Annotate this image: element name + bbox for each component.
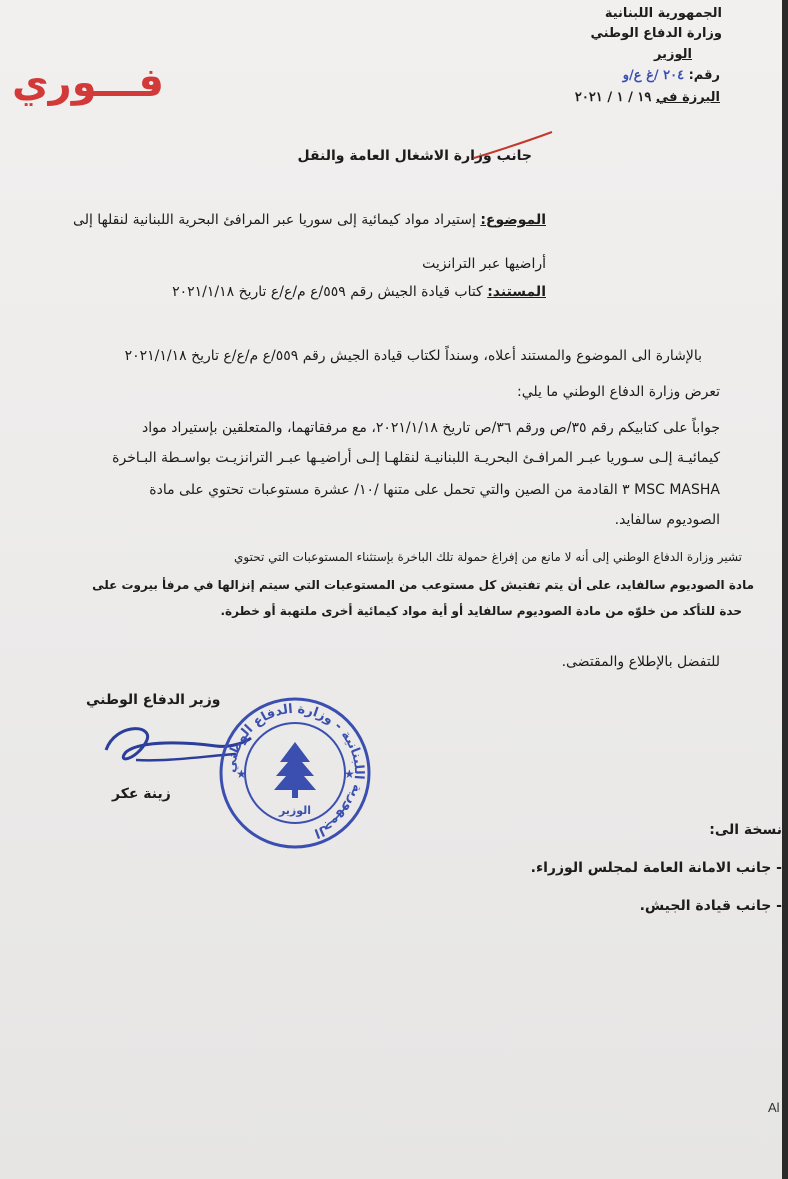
letterhead-minister: الوزير <box>654 47 692 62</box>
date-line <box>575 90 720 105</box>
reference-doc-label: المستند: <box>487 284 546 300</box>
letterhead-country: الجمهورية اللبنانية <box>604 6 722 21</box>
copies-label: نسخة الى: <box>709 822 782 838</box>
paragraph-2-line-2: كيمائيـة إلـى سـوريا عبـر المرافـئ البحريـة اللبنانيـة لنقلهـا إلـى أراضيـها عبـر الترانزيـت بواسـطة البـاخرة <box>112 450 720 466</box>
paragraph-3-line-2: مادة الصوديوم سالفايد، على أن يتم تفتيش كل مستوعب من المستوعبات التي سيتم إنزالها في مرفأ بيروت على <box>92 578 754 592</box>
reference-number: ٢٠٤ /غ ع/و <box>622 68 685 83</box>
reference-label: رقم: <box>688 68 720 83</box>
signatory-name: زينة عكر <box>112 786 171 802</box>
paragraph-3-line-3: حدة للتأكد من خلوّه من مادة الصوديوم سالفايد أو أية مواد كيمائية أخرى ملتهبة أو خطرة. <box>220 604 742 618</box>
paragraph-1-line-2: تعرض وزارة الدفاع الوطني ما يلي: <box>517 384 720 400</box>
addressee: جانب وزارة الاشغال العامة والنقل <box>297 148 532 164</box>
copy-recipient-2: - جانب قيادة الجيش. <box>639 898 782 914</box>
subject-line-1 <box>73 212 546 228</box>
date-label: اليرزة في <box>655 90 720 105</box>
edge-text-fragment: Al <box>768 1100 780 1115</box>
subject-label: الموضوع: <box>480 212 546 228</box>
stamp-ring-text: الجمهورية اللبنانية - وزارة الدفاع الوطني <box>223 701 367 841</box>
subject-text: إستيراد مواد كيمائية إلى سوريا عبر المرافئ البحرية اللبنانية لنقلها إلى <box>73 212 476 228</box>
closing-line: للتفضل بالإطلاع والمقتضى. <box>561 654 720 670</box>
urgent-mark: فـــوري <box>12 60 164 106</box>
paragraph-2-line-1: جواباً على كتابيكم رقم ٣٥/ص ورقم ٣٦/ص تاريخ ٢٠٢١/١/١٨، مع مرفقاتهما، والمتعلقين بإستيراد مواد <box>142 420 720 436</box>
signatory-title: وزير الدفاع الوطني <box>86 692 221 708</box>
reference-line <box>623 68 720 83</box>
paragraph-1-line-1: بالإشارة الى الموضوع والمستند أعلاه، وسنداً لكتاب قيادة الجيش رقم ٥٥٩/ع م/ع/ع تاريخ ٢٠٢١/١/١٨ <box>124 348 702 364</box>
stamp-star-icon: ★ <box>236 767 247 781</box>
subject-line-2: أراضيها عبر الترانزيت <box>422 256 546 272</box>
stamp-star-icon: ★ <box>344 767 355 781</box>
copy-recipient-1: - جانب الامانة العامة لمجلس الوزراء. <box>530 860 782 876</box>
stamp-center-text: الوزير <box>278 804 312 817</box>
date-value: ١٩ / ١ / ٢٠٢١ <box>574 90 652 105</box>
reference-doc-text: كتاب قيادة الجيش رقم ٥٥٩/ع م/ع/ع تاريخ ٢٠٢١/١/١٨ <box>172 284 483 300</box>
official-stamp <box>218 696 372 850</box>
reference-doc-line <box>172 284 546 300</box>
paragraph-2-line-4: الصوديوم سالفايد. <box>614 512 720 528</box>
paragraph-2-line-3: MSC MASHA ٣ القادمة من الصين والتي تحمل على متنها /١٠/ عشرة مستوعبات تحتوي على مادة <box>149 482 720 498</box>
paragraph-3-line-1: تشير وزارة الدفاع الوطني إلى أنه لا مانع من إفراغ حمولة تلك الباخرة بإستثناء المستوعبات التي تحتوي <box>233 550 742 564</box>
cedar-tree-icon <box>274 742 316 798</box>
letterhead-ministry: وزارة الدفاع الوطني <box>590 26 722 41</box>
